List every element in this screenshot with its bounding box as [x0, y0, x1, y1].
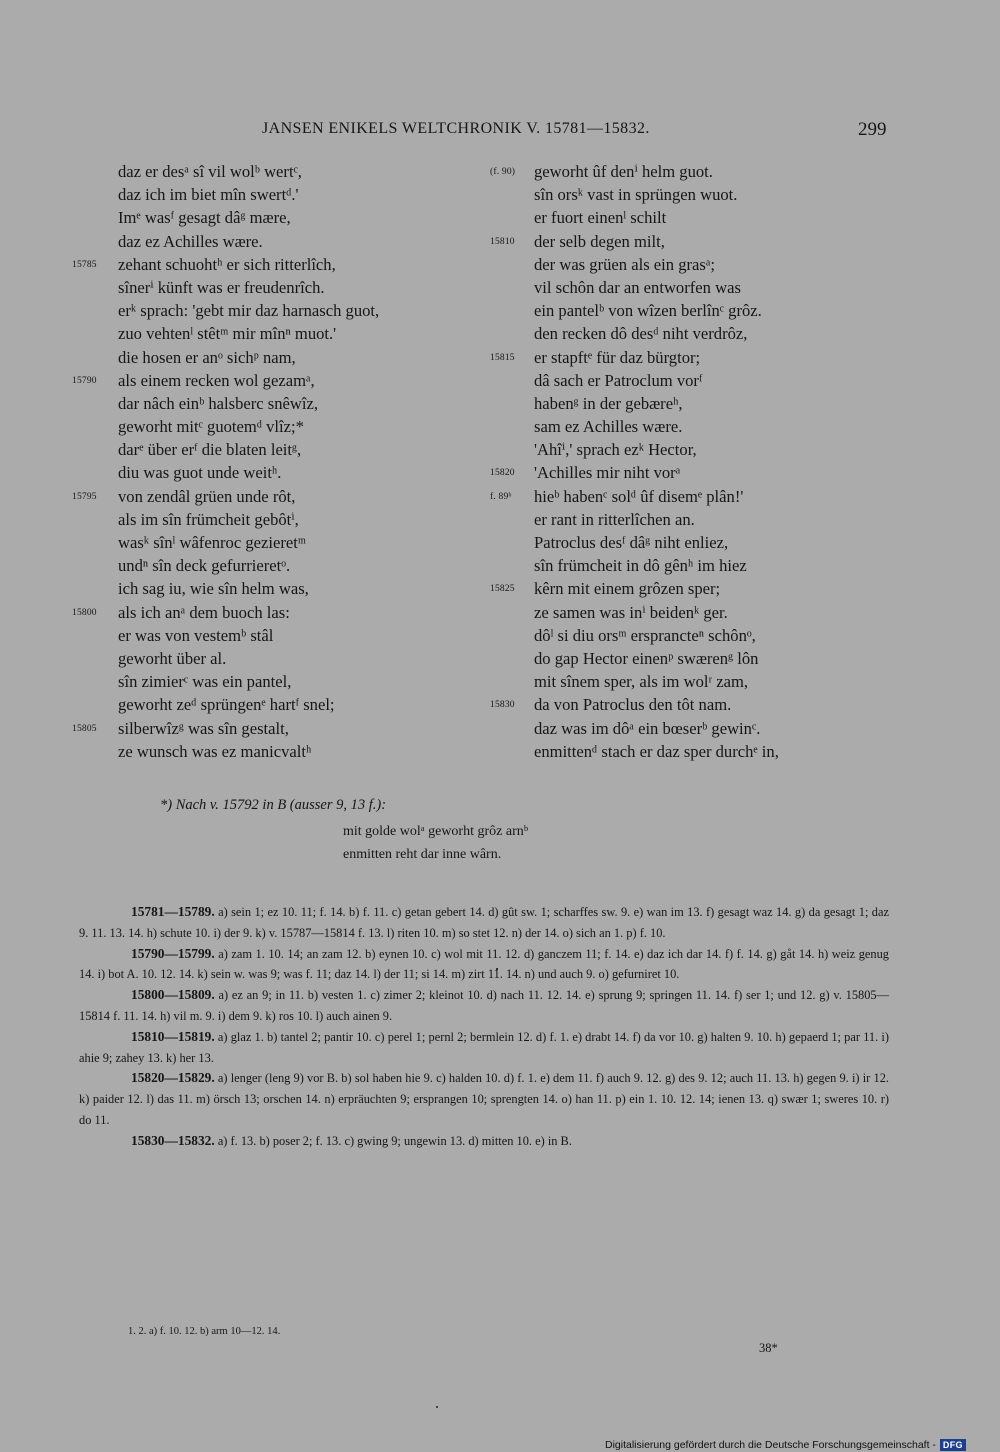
verse-line	[490, 322, 910, 345]
verse-number: 15810	[490, 236, 515, 247]
verse-line	[490, 508, 910, 531]
digitization-footer	[605, 1438, 966, 1452]
verse-line	[72, 230, 492, 253]
apparatus-readings: a) zam 1. 10. 14; an zam 12. b) eynen 10. c) wol mit 11. 12. d) ganczem 11; f. 14. e) daz ich dar 14. f) f. 14. g) gåt 14. h) weiz genug 14. i) bot A. 10. 12. 14. k) sein w. was 9; was f. 11; daz 14. l) der 11; si 14. m) zirt 11. 14. n) und auch 9. o) gefurniret 10.	[79, 946, 889, 982]
apparatus-readings: a) glaz 1. b) tantel 2; pantir 10. c) perel 1; pernl 2; bermlein 12. d) f. 1. e) drabt 14. f) da vor 10. g) halten 9. 10. h) gepaerd 1; par 11. i) ahie 9; zahey 13. k) her 13.	[79, 1029, 889, 1065]
verse-text: er was von vestemᵇ stâl	[118, 625, 274, 645]
verse-line	[72, 392, 492, 415]
verse-number: 15830	[490, 700, 515, 711]
verse-line	[72, 461, 492, 484]
verse-line	[72, 554, 492, 577]
print-speck	[436, 1406, 438, 1408]
verse-line	[72, 740, 492, 763]
apparatus-entry	[79, 1131, 889, 1152]
apparatus-range: 15800—15809.	[131, 987, 215, 1003]
verse-line	[72, 206, 492, 229]
verse-line	[72, 276, 492, 299]
verse-text: der selb degen milt,	[534, 231, 665, 251]
apparatus-entry	[79, 1068, 889, 1130]
footer-text: Digitalisierung gefördert durch die Deutsche Forschungsgemeinschaft -	[605, 1439, 936, 1451]
verse-text: als ich anᵃ dem buoch las:	[118, 602, 290, 622]
left-verse-column	[72, 160, 492, 763]
verse-line	[72, 160, 492, 183]
apparatus-entry	[79, 944, 889, 986]
apparatus-readings: a) lenger (leng 9) vor B. b) sol haben hie 9. c) halden 10. d) f. 1. e) dem 11. f) auch 9. 12. g) des 9. 12; auch 11. 13. h) gegen 9. i) ir 12. k) paider 12. l) das 11. m) örsch 13; orschen 14. n) erpräuchten 9; ersprangen 10; sprengten 14. o) han 11. p) ein 1. 10. 12. 14; ienen 13. q) swær 1; sweres 10. r) do 11.	[79, 1071, 889, 1127]
verse-text: sîn frümcheit in dô gênʰ im hiez	[534, 556, 747, 576]
verse-text: do gap Hector einenᵖ swærenᵍ lôn	[534, 648, 759, 668]
verse-line	[490, 485, 910, 508]
verse-line	[490, 740, 910, 763]
verse-line	[72, 346, 492, 369]
apparatus-entry	[79, 1027, 889, 1069]
verse-line	[72, 624, 492, 647]
verse-line	[72, 415, 492, 438]
verse-text: die hosen er anᵒ sichᵖ nam,	[118, 347, 296, 367]
verse-text: ze samen was inⁱ beidenᵏ ger.	[534, 602, 728, 622]
verse-line	[490, 276, 910, 299]
verse-line	[72, 438, 492, 461]
apparatus-range: 15820—15829.	[131, 1070, 215, 1086]
verse-text: ich sag iu, wie sîn helm was,	[118, 579, 309, 599]
verse-line	[72, 577, 492, 600]
verse-line	[490, 392, 910, 415]
verse-text: geworht zeᵈ sprüngenᵉ hartᶠ snel;	[118, 695, 335, 715]
verse-line	[490, 531, 910, 554]
verse-line	[490, 554, 910, 577]
verse-text: vil schôn dar an entworfen was	[534, 277, 741, 297]
verse-line	[72, 647, 492, 670]
verse-text: zehant schuohtʰ er sich ritterlîch,	[118, 254, 336, 274]
verse-line	[72, 369, 492, 392]
verse-number: f. 89ᵇ	[490, 491, 512, 502]
verse-text: darᵉ über erᶠ die blaten leitᵍ,	[118, 440, 302, 460]
verse-line	[490, 206, 910, 229]
apparatus-entry	[79, 985, 889, 1027]
bottom-note: 1. 2. a) f. 10. 12. b) arm 10—12. 14.	[128, 1326, 281, 1337]
apparatus-range: 15790—15799.	[131, 945, 215, 961]
verse-line	[490, 415, 910, 438]
verse-number: 15825	[490, 584, 515, 595]
verse-text: als einem recken wol gezamᵃ,	[118, 370, 315, 390]
apparatus-range: 15830—15832.	[131, 1132, 215, 1148]
footnote-heading: *) Nach v. 15792 in B (ausser 9, 13 f.):	[160, 797, 387, 813]
footnote-verse: mit golde wolᵃ geworht grôz arnᵇ	[343, 824, 529, 839]
verse-text: da von Patroclus den tôt nam.	[534, 695, 732, 715]
verse-text: daz was im dôᵃ ein bœserᵇ gewinᶜ.	[534, 718, 761, 738]
verse-text: von zendâl grüen unde rôt,	[118, 486, 296, 506]
verse-text: daz ez Achilles wære.	[118, 231, 263, 251]
verse-number: 15795	[72, 491, 97, 502]
apparatus-range: 15781—15789.	[131, 904, 215, 919]
verse-text: Imᵉ wasᶠ gesagt dâᵍ mære,	[118, 208, 291, 228]
verse-text: dôˡ si diu orsᵐ ersprancteⁿ schônᵒ,	[534, 625, 756, 645]
header-title: JANSEN ENIKELS WELTCHRONIK V. 15781—15832.	[262, 120, 650, 137]
verse-text: mit sînem sper, als im wolʳ zam,	[534, 672, 749, 692]
verse-text: undⁿ sîn deck gefurrieretᵒ.	[118, 556, 291, 576]
verse-text: den recken dô desᵈ niht verdrôz,	[534, 324, 748, 344]
verse-line	[72, 485, 492, 508]
verse-text: wasᵏ sînˡ wâfenroc gezieretᵐ	[118, 533, 306, 552]
verse-text: er rant in ritterlîchen an.	[534, 509, 695, 529]
verse-line	[72, 299, 492, 322]
apparatus-range: 15810—15819.	[131, 1028, 215, 1044]
verse-line	[72, 253, 492, 276]
verse-number: 15815	[490, 352, 515, 363]
verse-text: er fuort einenˡ schilt	[534, 208, 667, 228]
verse-line	[490, 461, 910, 484]
right-verse-column	[490, 160, 910, 763]
verse-text: daz ich im biet mîn swertᵈ.'	[118, 185, 299, 205]
verse-line	[490, 670, 910, 693]
verse-line	[72, 717, 492, 740]
verse-text: habenᵍ in der gebæreʰ,	[534, 393, 683, 413]
verse-text: 'Achilles mir niht vorᵃ	[534, 463, 681, 483]
sheet-signature: 38*	[759, 1341, 778, 1355]
verse-text: dar nâch einᵇ halsberc snêwîz,	[118, 393, 319, 413]
verse-text: sîn orsᵏ vast in sprüngen wuot.	[534, 185, 738, 205]
verse-number: 15790	[72, 375, 97, 386]
verse-line	[490, 601, 910, 624]
verse-line	[490, 253, 910, 276]
verse-text: ein pantelᵇ von wîzen berlînᶜ grôz.	[534, 301, 762, 321]
verse-text: zuo vehtenˡ stêtᵐ mir mînⁿ muot.'	[118, 324, 337, 344]
apparatus-readings: a) ez an 9; in 11. b) vesten 1. c) zimer 2; kleinot 10. d) nach 11. 12. 14. e) sprung 9; springen 11. 14. f) ser 1; und 12. g) v. 15805—15814 f. 11. 14. h) vil m. 9. i) dem 9. k) ros 10. l) auch ainen 9.	[79, 988, 889, 1023]
critical-apparatus	[79, 902, 889, 1152]
verse-text: sînerⁱ künft was er freudenrîch.	[118, 277, 325, 297]
apparatus-readings: a) sein 1; ez 10. 11; f. 14. b) f. 11. c) getan gebert 14. d) gût sw. 1; scharffes sw. 9. e) wan im 13. f) gesagt waz 14. g) da gesagt 1; daz 9. 11. 13. 14. h) schute 10. i) der 9. k) v. 15787—15814 f. 13. l) riten 10. m) so stet 12. n) der 14. o) sich an 1. p) f. 10.	[79, 905, 889, 940]
verse-line	[72, 693, 492, 716]
verse-text: sam ez Achilles wære.	[534, 417, 683, 437]
verse-text: diu was guot unde weitʰ.	[118, 463, 282, 483]
verse-line	[490, 693, 910, 716]
verse-text: sîn zimierᶜ was ein pantel,	[118, 672, 292, 692]
verse-number: (f. 90)	[490, 167, 516, 177]
verse-text: geworht mitᶜ guotemᵈ vlîz;*	[118, 417, 304, 437]
footnote-verse: enmitten reht dar inne wârn.	[343, 847, 502, 862]
verse-text: dâ sach er Patroclum vorᶠ	[534, 370, 703, 390]
verse-line	[72, 322, 492, 345]
verse-text: der was grüen als ein grasᵃ;	[534, 254, 716, 274]
verse-line	[490, 717, 910, 740]
verse-line	[490, 624, 910, 647]
verse-number: 15805	[72, 723, 97, 734]
verse-text: kêrn mit einem grôzen sper;	[534, 579, 721, 599]
verse-text: hieᵇ habenᶜ solᵈ ûf disemᵉ plân!'	[534, 486, 744, 506]
verse-line	[490, 346, 910, 369]
page-number: 299	[858, 119, 887, 140]
verse-line	[490, 577, 910, 600]
verse-line	[72, 670, 492, 693]
running-header	[0, 120, 1000, 144]
verse-text: ze wunsch was ez manicvaltʰ	[118, 741, 312, 761]
verse-text: silberwîzᵍ was sîn gestalt,	[118, 718, 289, 738]
verse-text: als im sîn frümcheit gebôtⁱ,	[118, 509, 299, 529]
verse-line	[490, 647, 910, 670]
verse-number: 15800	[72, 607, 97, 618]
apparatus-readings: a) f. 13. b) poser 2; f. 13. c) gwing 9; ungewin 13. d) mitten 10. e) in B.	[217, 1133, 572, 1148]
verse-number: 15820	[490, 468, 515, 479]
verse-line	[72, 183, 492, 206]
verse-text: erᵏ sprach: 'gebt mir daz harnasch guot,	[118, 301, 380, 321]
verse-text: er stapftᵉ für daz bürgtor;	[534, 347, 701, 367]
verse-line	[72, 508, 492, 531]
verse-number: 15785	[72, 259, 97, 270]
verse-line	[490, 183, 910, 206]
verse-line	[490, 299, 910, 322]
verse-text: geworht über al.	[118, 648, 227, 668]
verse-line	[490, 369, 910, 392]
apparatus-entry	[79, 902, 889, 944]
verse-text: daz er desᵃ sî vil wolᵇ wertᶜ,	[118, 162, 302, 181]
verse-text: 'Ahîⁱ,' sprach ezᵏ Hector,	[534, 440, 697, 460]
verse-line	[490, 230, 910, 253]
verse-text: enmittenᵈ stach er daz sper durchᵉ in,	[534, 741, 779, 761]
verse-line	[72, 531, 492, 554]
verse-text: Patroclus desᶠ dâᵍ niht enliez,	[534, 533, 729, 552]
verse-line	[72, 601, 492, 624]
verse-line	[490, 160, 910, 183]
verse-text: geworht ûf denⁱ helm guot.	[534, 162, 713, 181]
dfg-logo: DFG	[940, 1439, 966, 1451]
verse-line	[490, 438, 910, 461]
